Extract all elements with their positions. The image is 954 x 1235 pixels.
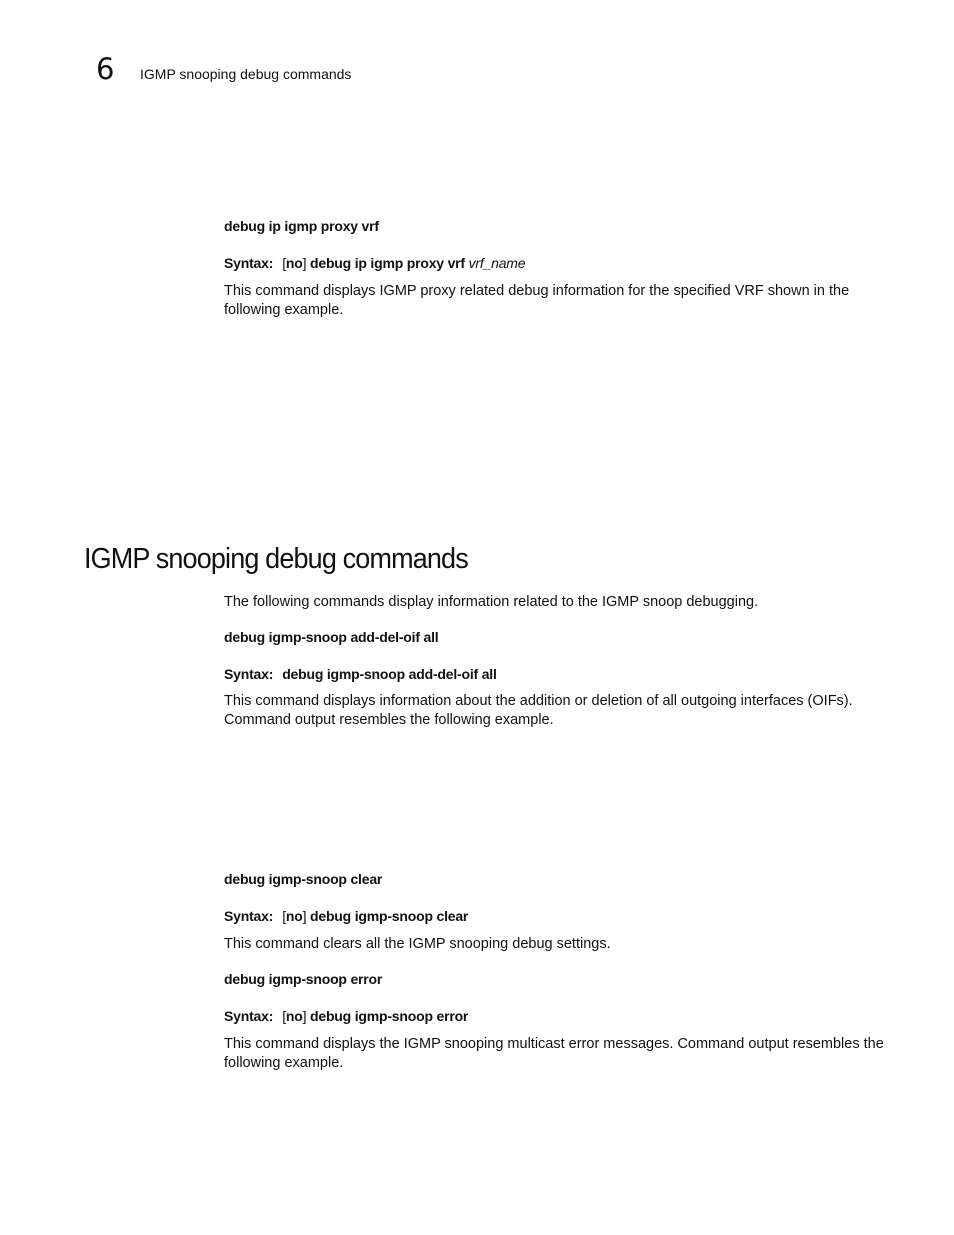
description-error: This command displays the IGMP snooping multicast error messages. Command output resembles the following example. bbox=[224, 1036, 884, 1071]
syntax-label: Syntax: bbox=[224, 255, 274, 271]
syntax-no-keyword: no bbox=[285, 908, 303, 924]
description-clear: This command clears all the IGMP snooping debug settings. bbox=[224, 936, 611, 952]
syntax-line-clear bbox=[224, 907, 468, 925]
syntax-no-keyword: no bbox=[285, 1008, 303, 1024]
syntax-line-proxy-vrf bbox=[224, 254, 525, 272]
syntax-argument: vrf_name bbox=[468, 255, 526, 271]
syntax-bracket-open: [ bbox=[282, 1008, 286, 1024]
command-title-error: debug igmp-snoop error bbox=[224, 971, 383, 987]
syntax-line-error bbox=[224, 1007, 468, 1025]
syntax-label: Syntax: bbox=[224, 1008, 274, 1024]
command-title-proxy-vrf: debug ip igmp proxy vrf bbox=[224, 218, 379, 234]
running-header-title: IGMP snooping debug commands bbox=[140, 66, 352, 82]
syntax-bracket-open: [ bbox=[282, 908, 286, 924]
syntax-no-keyword: no bbox=[285, 255, 303, 271]
syntax-command: debug igmp-snoop clear bbox=[310, 908, 469, 924]
description-add-del-oif: This command displays information about the addition or deletion of all outgoing interfaces (OIFs). Command output resembles the following example. bbox=[224, 693, 853, 728]
syntax-command: debug igmp-snoop error bbox=[310, 1008, 469, 1024]
syntax-label: Syntax: bbox=[224, 908, 274, 924]
command-title-clear: debug igmp-snoop clear bbox=[224, 871, 383, 887]
syntax-line-add-del-oif bbox=[224, 665, 497, 683]
syntax-command: debug igmp-snoop add-del-oif all bbox=[282, 666, 497, 682]
section-heading: IGMP snooping debug commands bbox=[84, 543, 468, 575]
syntax-bracket-close: ] bbox=[302, 1008, 307, 1024]
section-intro: The following commands display information related to the IGMP snoop debugging. bbox=[224, 594, 759, 610]
command-title-add-del-oif: debug igmp-snoop add-del-oif all bbox=[224, 629, 439, 645]
syntax-label: Syntax: bbox=[224, 666, 274, 682]
description-proxy-vrf: This command displays IGMP proxy related debug information for the specified VRF shown in the following example. bbox=[224, 283, 850, 318]
syntax-bracket-open: [ bbox=[282, 255, 286, 271]
chapter-number: 6 bbox=[96, 52, 115, 86]
syntax-bracket-close: ] bbox=[302, 908, 307, 924]
syntax-command: debug ip igmp proxy vrf bbox=[310, 255, 465, 271]
syntax-bracket-close: ] bbox=[302, 255, 307, 271]
